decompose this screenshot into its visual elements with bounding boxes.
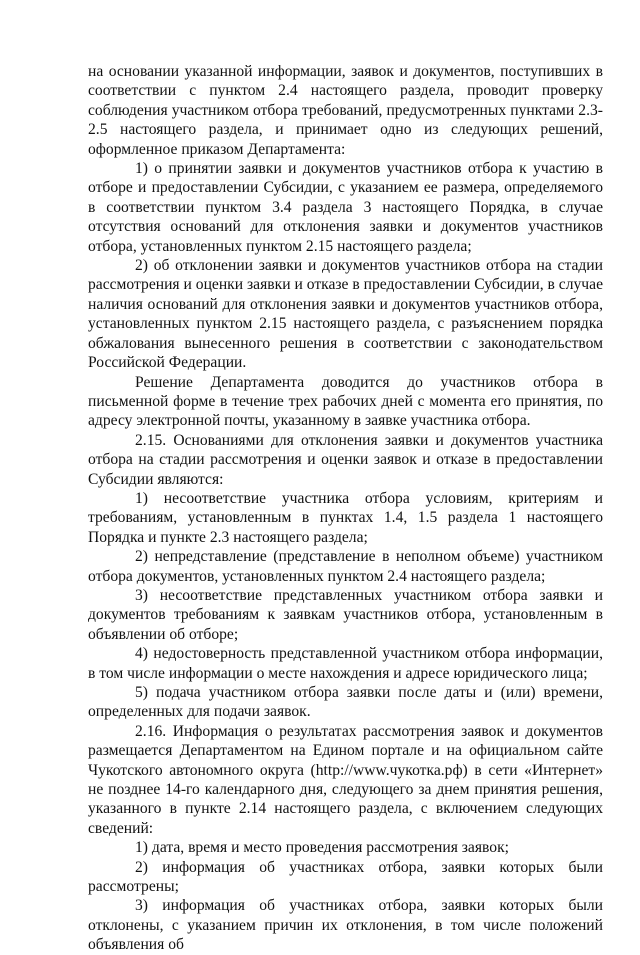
list-item-ground-4: 4) недостоверность представленной участником отбора информации, в том числе информации о месте нахождения и адресе юридического лица; [88,645,603,682]
list-item-info-1: 1) дата, время и место проведения рассмотрения заявок; [135,839,509,857]
paragraph-decision-notice: Решение Департамента доводится до участников отбора в письменной форме в течение трех рабочих дней с момента его принятия, по адресу электронной почты, указанному в заявке участника отбора. [88,373,603,430]
list-item-ground-3: 3) несоответствие представленных участником отбора заявки и документов требованиям к заявкам участников отбора, установленным в объявлении об отборе; [88,586,603,643]
list-item-ground-1: 1) несоответствие участника отбора условиям, критериям и требованиям, установленным в пунктах 1.4, 1.5 раздела 1 настоящего Порядка и пункте 2.3 настоящего раздела; [88,489,603,546]
list-item-ground-2: 2) непредставление (представление в неполном объеме) участником отбора документов, установленных пунктом 2.4 настоящего раздела; [88,548,603,585]
paragraph-decision-reject: 2) об отклонении заявки и документов участников отбора на стадии рассмотрения и оценки заявки и отказе в предоставлении Субсидии, в случае наличия оснований для отклонения заявки и документов участников отбора, установленных пунктом 2.15 настоящего раздела, с разъяснением порядка обжалования вынесенного решения в соответствии с законодательством Российской Федерации. [88,257,603,372]
paragraph-decision-accept: 1) о принятии заявки и документов участников отбора к участию в отборе и предоставлении Субсидии, с указанием ее размера, определяемого в соответствии пунктом 3.4 раздела 3 настоящего Порядка, в случае отсутствия оснований для отклонения заявки и документов участников отбора, установленных пунктом 2.15 настоящего раздела; [88,160,603,255]
list-item-info-2: 2) информация об участниках отбора, заявки которых были рассмотрены; [88,858,603,896]
paragraph-section-2-15: 2.15. Основаниями для отклонения заявки и документов участника отбора на стадии рассмотрения и оценки заявок и отказе в предоставлении Субсидии являются: [88,431,603,488]
paragraph-section-2-16: 2.16. Информация о результатах рассмотрения заявок и документов размещается Департаментом на Едином портале и на официальном сайте Чукотского автономного округа (http://www.чукотка.рф) в сети «Интернет» не позднее 14-го календарного дня, следующего за днем принятия решения, указанного в пункте 2.14 настоящего раздела, с включением следующих сведений: [88,722,603,837]
list-item-info-3: 3) информация об участниках отбора, заявки которых были отклонены, с указанием причин их отклонения, в том числе положений объявления об [88,897,603,954]
document-page [88,62,603,955]
paragraph-intro-continuation: на основании указанной информации, заявок и документов, поступивших в соответствии с пунктом 2.4 настоящего раздела, проводит проверку соблюдения участником отбора требований, предусмотренных пунктами 2.3-2.5 настоящего раздела, и принимает одно из следующих решений, оформленное приказом Департамента: [88,63,603,158]
list-item-ground-5: 5) подача участником отбора заявки после даты и (или) времени, определенных для подачи заявок. [88,684,603,721]
